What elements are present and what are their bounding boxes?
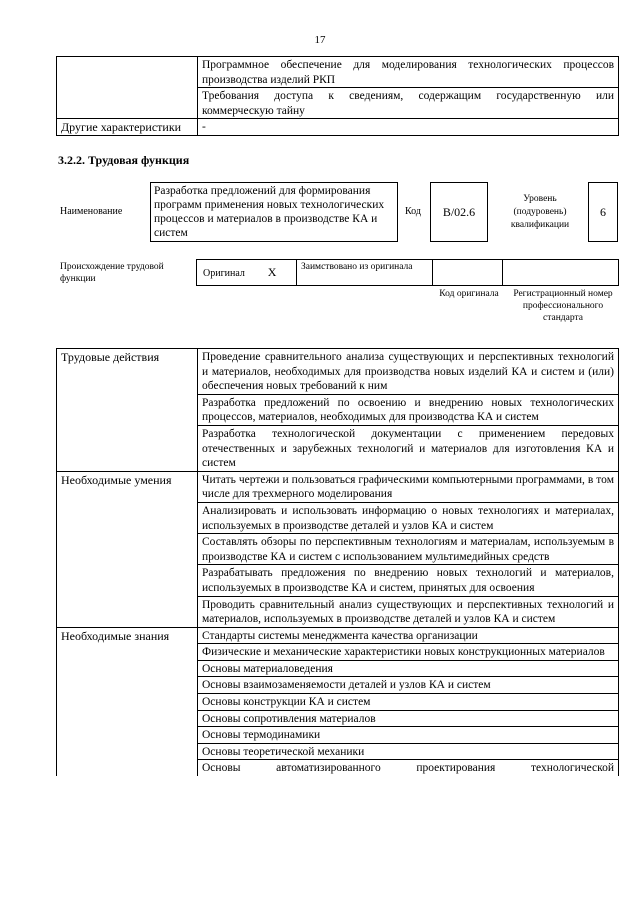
skill-item: Анализировать и использовать информацию о новых технологиях и материалах, используемых в производстве деталей и узлов КА и систем [198, 502, 619, 533]
table-cell-label [57, 57, 198, 119]
knowledge-item: Основы теоретической механики [198, 743, 619, 760]
main-table [56, 348, 619, 776]
code-label: Код [405, 206, 421, 217]
table-cell-value: Требования доступа к сведениям, содержащим государственную или коммерческую тайну [198, 88, 619, 119]
skills-label: Необходимые умения [57, 471, 198, 627]
knowledge-label: Необходимые знания [57, 627, 198, 776]
name-label: Наименование [60, 206, 123, 217]
knowledge-item: Основы конструкции КА и систем [198, 694, 619, 711]
table-row [57, 349, 619, 395]
knowledge-item: Основы термодинамики [198, 727, 619, 744]
reg-caption: Регистрационный номер профессионального стандарта [513, 289, 613, 323]
knowledge-item: Основы взаимозаменяемости деталей и узлов КА и систем [198, 677, 619, 694]
level-label: Уровень (подуровень) квалификации [510, 194, 570, 230]
table-row [57, 119, 619, 136]
knowledge-item: Основы автоматизированного проектирования технологической [198, 760, 619, 776]
origin-table [196, 259, 619, 286]
original-cell [197, 260, 297, 286]
table-row [57, 627, 619, 644]
borrowed-cell: Заимствовано из оригинала [297, 260, 433, 286]
code-value: B/02.6 [442, 205, 476, 219]
knowledge-item: Стандарты системы менеджмента качества организации [198, 627, 619, 644]
labor-actions-label: Трудовые действия [57, 349, 198, 472]
origin-reg-cell [503, 260, 619, 286]
code-caption: Код оригинала [439, 289, 499, 299]
table-cell-value: Программное обеспечение для моделирования технологических процессов производства изделий РКП [198, 57, 619, 88]
table-row [57, 57, 619, 88]
table-cell-value: - [198, 119, 619, 136]
table-row [57, 471, 619, 502]
level-value: 6 [600, 205, 606, 219]
origin-label: Происхождение трудовой функции [60, 262, 164, 284]
knowledge-item: Основы сопротивления материалов [198, 710, 619, 727]
knowledge-item: Основы материаловедения [198, 660, 619, 677]
labor-action-item: Проведение сравнительного анализа существующих и перспективных технологий и материалов, необходимых для производства новых изделий КА и систем и (или) обеспечения новых требований к ним [198, 349, 619, 395]
labor-action-item: Разработка технологической документации с применением передовых отечественных и зарубежных технологий и материалов для изготовления КА и систем [198, 425, 619, 471]
origin-code-cell [433, 260, 503, 286]
name-value: Разработка предложений для формирования программ применения новых технологических процессов и материалов в производстве КА и систем [154, 185, 385, 239]
table-row [197, 260, 619, 286]
section-title: 3.2.2. Трудовая функция [58, 153, 190, 167]
original-label: Оригинал [203, 267, 245, 279]
top-table [56, 56, 619, 136]
skill-item: Проводить сравнительный анализ существующих и перспективных технологий и материалов, используемых в производстве деталей и узлов КА и систем [198, 596, 619, 627]
table-cell-label: Другие характеристики [57, 119, 198, 136]
knowledge-item: Физические и механические характеристики новых конструкционных материалов [198, 644, 619, 661]
skill-item: Разрабатывать предложения по внедрению новых технологий и материалов, используемых в производстве КА и систем, принятых для освоения [198, 565, 619, 596]
skill-item: Составлять обзоры по перспективным технологиям и материалам, используемым в производстве КА и систем с использованием мультимедийных средств [198, 534, 619, 565]
skill-item: Читать чертежи и пользоваться графическими компьютерными программами, в том числе для трехмерного моделирования [198, 471, 619, 502]
page-number: 17 [314, 34, 326, 46]
original-mark: X [267, 264, 277, 279]
labor-action-item: Разработка предложений по освоению и внедрению новых технологических процессов, материалов, необходимых для производства КА и систем [198, 394, 619, 425]
